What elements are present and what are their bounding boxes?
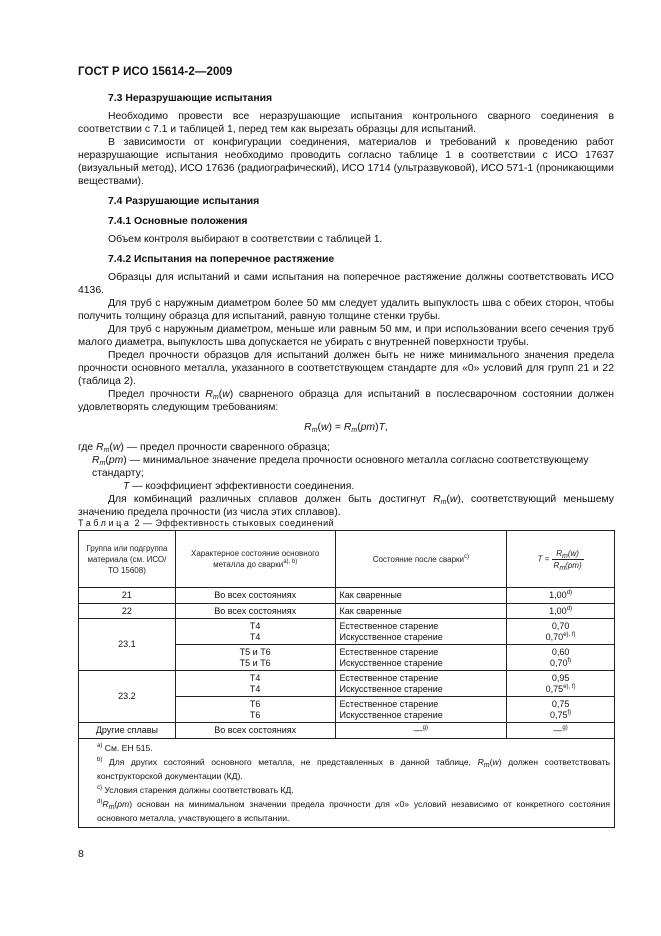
definition-rmw: где $R_m(w)$ — предел прочности сваренного образца;	[78, 442, 330, 454]
page-body	[78, 92, 614, 519]
cell-base: Во всех состояниях	[175, 588, 335, 604]
table-row	[79, 588, 615, 604]
cell-base: Т4 Т4	[175, 671, 335, 697]
footnote-a: $^{a)}$ См. ЕН 515.	[97, 742, 153, 753]
cell-base: Т5 и Т6 Т5 и Т6	[175, 645, 335, 671]
table-row	[79, 671, 615, 697]
cell-post: Естественное старение Искусственное старение	[335, 619, 507, 645]
header-efficiency-formula: T = $\frac{R_m(w)}{R_m(pm)}$	[507, 531, 615, 588]
s742-paragraph-3: Для труб с наружным диаметром, меньше или равным 50 мм, и при использовании всего сечения труб малого диаметра, выпуклость шва допускается не убирать с внутренней поверхности трубы.	[78, 324, 614, 348]
cell-post: —$^{g)}$	[335, 723, 507, 739]
table-header-row	[79, 531, 615, 588]
s742-paragraph-4: Предел прочности образцов для испытаний должен быть не ниже минимального значения предела прочности основного металла, указанного в соответствующем стандарте для «0» условий для групп 21 и 22 (таблица 2).	[78, 350, 614, 387]
formula-rmw: $R_m(w) = R_m(pm)T$,	[304, 422, 388, 434]
cell-post: Естественное старение Искусственное старение	[335, 645, 507, 671]
header-post-weld-state: Состояние после сварки$^{с)}$	[335, 531, 507, 588]
cell-base: Т6 Т6	[175, 697, 335, 723]
s73-paragraph-2: В зависимости от конфигурации соединения, материалов и требований к проведению работ неразрушающие испытания необходимо проводить согласно таблице 1 в соответствии с ИСО 17637 (визуальный метод), ИСО 17636 (радиографический), ИСО 1714 (ультразвуковой), ИСО 571-1 (проникающими веществами).	[78, 137, 614, 187]
cell-base: Т4 Т4	[175, 619, 335, 645]
s73-paragraph-1: Необходимо провести все неразрушающие испытания контрольного сварного соединения в соответствии с 7.1 и таблицей 1, перед тем как вырезать образцы для испытаний.	[78, 111, 614, 135]
header-base-state: Характерное состояние основного металла до сварки$^{а), b)}$	[175, 531, 335, 588]
footnote-d: $^{d)}R_m(pm)$ основан на минимальном значении предела прочности для «0» условий независимо от конкретного состояния основного металла, участвующего в испытании.	[97, 798, 610, 823]
footnote-b: $^{b)}$ Для других состояний основного металла, не представленных в данной таблице, $R_m(w)$ должен соответствовать конструкторской документации (КД).	[97, 756, 611, 781]
page-number: 8	[78, 848, 84, 860]
table-row	[79, 619, 615, 645]
s741-paragraph-1: Объем контроля выбирают в соответствии с таблицей 1.	[108, 234, 383, 245]
cell-post: Как сваренные	[335, 603, 507, 619]
cell-post: Естественное старение Искусственное старение	[335, 671, 507, 697]
table-row	[79, 603, 615, 619]
section-7-4-title: 7.4 Разрушающие испытания	[108, 196, 260, 207]
cell-t: 0,70 $0,70^{e), f)}$	[507, 619, 615, 645]
definitions	[78, 441, 614, 493]
cell-t: 0,60 0,70$^{f)}$	[507, 645, 615, 671]
s742-paragraph-1: Образцы для испытаний и сами испытания на поперечное растяжение должны соответствовать ИСО 4136.	[78, 272, 614, 296]
cell-group: 22	[79, 603, 176, 619]
cell-post: Естественное старение Искусственное старение	[335, 697, 507, 723]
cell-group: Другие сплавы	[79, 723, 176, 739]
s742-paragraph-6: Для комбинаций различных сплавов должен быть достигнут $R_m(w)$, соответствующий меньшему значению предела прочности (из числа этих сплавов).	[78, 494, 614, 518]
footnote-c: $^{с)}$ Условия старения должны соответствовать КД.	[97, 784, 294, 795]
cell-base: Во всех состояниях	[175, 603, 335, 619]
s742-paragraph-2: Для труб с наружным диаметром более 50 мм следует удалить выпуклость шва с обеих сторон, чтобы получить толщину образца для испытаний, равную толщине стенки трубы.	[78, 298, 614, 322]
cell-t: 1,00$^{d)}$	[507, 603, 615, 619]
table-caption: Таблица 2 — Эффективность стыковых соединений	[78, 518, 335, 528]
definition-rmpm: $R_m(pm)$ — минимальное значение предела прочности основного металла согласно соответствующему стандарту;	[92, 455, 589, 479]
table-footnotes	[79, 738, 615, 827]
section-7-4-1-title: 7.4.1 Основные положения	[108, 216, 248, 227]
cell-group: 23.2	[79, 671, 176, 723]
table-footnotes-row	[79, 738, 615, 827]
document-header: ГОСТ Р ИСО 15614-2—2009	[78, 66, 233, 78]
definition-t: T — коэффициент эффективности соединения.	[123, 481, 355, 492]
s742-paragraph-5: Предел прочности $R_m(w)$ сварненого образца для испытаний в послесварочном состоянии должен удовлетворять следующим требованиям:	[78, 389, 614, 413]
cell-base: Во всех состояниях	[175, 723, 335, 739]
table-row	[79, 723, 615, 739]
cell-t: 1,00$^{d)}$	[507, 588, 615, 604]
header-material-group: Группа или подгруппа материала (см. ИСО/ТО 15608)	[79, 531, 176, 588]
cell-t: —$^{g)}$	[507, 723, 615, 739]
cell-post: Как сваренные	[335, 588, 507, 604]
joint-efficiency-table	[78, 530, 615, 828]
cell-t: 0,95 $0,75^{e), f)}$	[507, 671, 615, 697]
cell-t: 0,75 0,75$^{f)}$	[507, 697, 615, 723]
section-7-4-2-title: 7.4.2 Испытания на поперечное растяжение	[108, 254, 335, 265]
section-7-3-title: 7.3 Неразрушающие испытания	[108, 93, 273, 104]
cell-group: 23.1	[79, 619, 176, 671]
cell-group: 21	[79, 588, 176, 604]
